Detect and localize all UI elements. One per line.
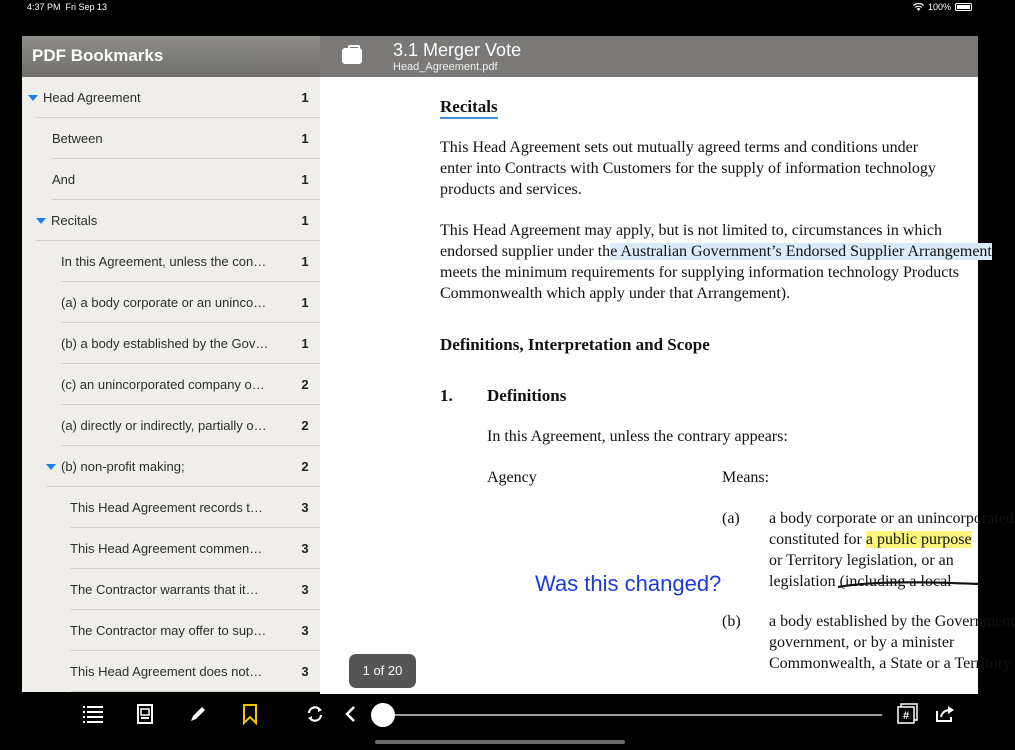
bookmark-page-number: 1	[301, 131, 309, 146]
bookmark-item[interactable]	[22, 77, 320, 118]
definitions-intro: In this Agreement, unless the contrary appears:	[487, 428, 788, 445]
page-slider-track[interactable]	[392, 714, 882, 716]
disclosure-triangle-icon[interactable]	[46, 464, 56, 470]
item-a-line-2: constituted for a public purpose	[769, 531, 972, 548]
bookmark-item[interactable]	[22, 446, 320, 487]
term-agency: Agency	[487, 469, 537, 486]
paragraph-2-line-4: Commonwealth which apply under that Arrangement).	[440, 285, 791, 302]
list-icon[interactable]	[81, 702, 105, 726]
bookmark-page-number: 3	[301, 500, 309, 515]
bookmark-item[interactable]	[22, 487, 320, 528]
bookmark-label: (b) a body established by the Gov…	[61, 336, 269, 351]
paragraph-2-line-2: endorsed supplier under the Australian Government’s Endorsed Supplier Arrangement	[440, 243, 992, 260]
document-header	[320, 36, 978, 77]
bookmark-separator	[70, 691, 320, 692]
bookmark-page-number: 3	[301, 541, 309, 556]
bookmark-label: (a) directly or indirectly, partially o…	[61, 418, 267, 433]
battery-percent: 100%	[927, 2, 951, 12]
bookmark-item[interactable]	[22, 364, 320, 405]
item-b-label: (b)	[722, 613, 741, 630]
definitions-heading: Definitions, Interpretation and Scope	[440, 335, 710, 354]
item-b-line-3: Commonwealth, a State or a Territory	[769, 655, 1012, 672]
disclosure-triangle-icon[interactable]	[36, 218, 46, 224]
page-thumbnail-icon[interactable]	[133, 702, 157, 726]
bottom-toolbar	[22, 694, 978, 736]
bookmark-label: (c) an unincorporated company o…	[61, 377, 265, 392]
pen-icon[interactable]	[186, 702, 210, 726]
bookmark-page-number: 3	[301, 582, 309, 597]
bookmark-page-number: 2	[301, 459, 309, 474]
bookmark-label: This Head Agreement commen…	[70, 541, 263, 556]
sidebar-title: PDF Bookmarks	[22, 36, 320, 77]
bookmark-label: The Contractor may offer to sup…	[70, 623, 267, 638]
bookmark-page-number: 2	[301, 418, 309, 433]
bookmark-page-number: 3	[301, 664, 309, 679]
bookmark-label: (b) non-profit making;	[61, 459, 185, 474]
document-title: 3.1 Merger Vote	[393, 40, 522, 60]
bookmark-item[interactable]	[22, 405, 320, 446]
bookmark-item[interactable]	[22, 610, 320, 651]
briefcase-icon[interactable]	[342, 48, 362, 64]
status-right	[913, 2, 972, 12]
paragraph-1-line-3: products and services.	[440, 181, 582, 198]
bookmark-item[interactable]	[22, 569, 320, 610]
bookmark-item[interactable]	[22, 241, 320, 282]
strikethrough-text[interactable]: (including a local	[840, 573, 952, 590]
status-bar	[0, 0, 1000, 16]
recitals-heading: Recitals	[440, 97, 498, 119]
text-highlight-blue[interactable]: e Australian Government’s Endorsed Supplier Arrangement	[610, 243, 992, 260]
bookmark-page-number: 1	[301, 254, 309, 269]
status-time: 4:37 PM Fri Sep 13	[27, 2, 108, 12]
page-slider-knob[interactable]	[371, 703, 395, 727]
item-b-line-1: a body established by the Government	[769, 613, 1015, 630]
paragraph-2-line-3: meets the minimum requirements for supplying information technology Products	[440, 264, 960, 281]
bookmark-label: This Head Agreement records t…	[70, 500, 263, 515]
ink-strike-mark	[838, 579, 978, 591]
go-to-page-icon[interactable]	[896, 702, 920, 726]
bookmark-item[interactable]	[22, 323, 320, 364]
bookmarks-sidebar	[22, 36, 320, 692]
item-a-line-1: a body corporate or an unincorporated	[769, 510, 1014, 527]
paragraph-2-line-1: This Head Agreement may apply, but is not limited to, circumstances in which	[440, 222, 942, 239]
bookmark-item[interactable]	[22, 651, 320, 692]
document-filename: Head_Agreement.pdf	[393, 61, 498, 73]
wifi-icon	[913, 3, 924, 11]
bookmark-item[interactable]	[22, 118, 320, 159]
bookmark-icon[interactable]	[238, 702, 262, 726]
bookmark-label: This Head Agreement does not…	[70, 664, 263, 679]
item-a-label: (a)	[722, 510, 740, 527]
bookmark-item[interactable]	[22, 282, 320, 323]
home-indicator	[375, 740, 625, 744]
bookmark-label: And	[52, 172, 76, 187]
bookmark-item[interactable]	[22, 159, 320, 200]
text-highlight-yellow[interactable]: a public purpose	[865, 531, 972, 548]
bookmark-page-number: 1	[301, 213, 309, 228]
bookmark-page-number: 2	[301, 377, 309, 392]
bookmark-label: The Contractor warrants that it…	[70, 582, 259, 597]
bookmark-item[interactable]	[22, 528, 320, 569]
share-icon[interactable]	[933, 702, 957, 726]
bookmark-label: Head Agreement	[43, 90, 141, 105]
item-a-line-3: or Territory legislation, or an	[769, 552, 954, 569]
item-b-line-2: government, or by a minister	[769, 634, 955, 651]
bookmark-label: (a) a body corporate or an uninco…	[61, 295, 267, 310]
bookmark-item[interactable]	[22, 200, 320, 241]
section-number: 1.	[440, 386, 453, 405]
text-annotation[interactable]: Was this changed?	[535, 571, 722, 596]
disclosure-triangle-icon[interactable]	[28, 95, 38, 101]
bookmark-page-number: 1	[301, 172, 309, 187]
paragraph-1-line-2: enter into Contracts with Customers for the supply of information technology	[440, 160, 936, 177]
bookmark-page-number: 1	[301, 336, 309, 351]
battery-icon	[955, 3, 972, 11]
svg-text:#: #	[902, 710, 910, 722]
sync-icon[interactable]	[303, 702, 327, 726]
item-a-line-4: legislation (including a local	[769, 571, 952, 592]
bookmark-label: Recitals	[51, 213, 98, 228]
page-indicator: 1 of 20	[349, 654, 416, 688]
bookmark-list	[22, 77, 320, 692]
bookmark-page-number: 3	[301, 623, 309, 638]
term-means: Means:	[722, 469, 770, 486]
bookmark-label: Between	[52, 131, 103, 146]
bookmark-page-number: 1	[301, 295, 309, 310]
paragraph-1-line-1: This Head Agreement sets out mutually agreed terms and conditions under	[440, 139, 919, 156]
bookmark-label: In this Agreement, unless the con…	[61, 254, 267, 269]
chevron-left-icon[interactable]	[338, 702, 362, 726]
document-page[interactable]	[320, 77, 1015, 695]
section-title: Definitions	[487, 386, 567, 405]
bookmark-page-number: 1	[301, 90, 309, 105]
